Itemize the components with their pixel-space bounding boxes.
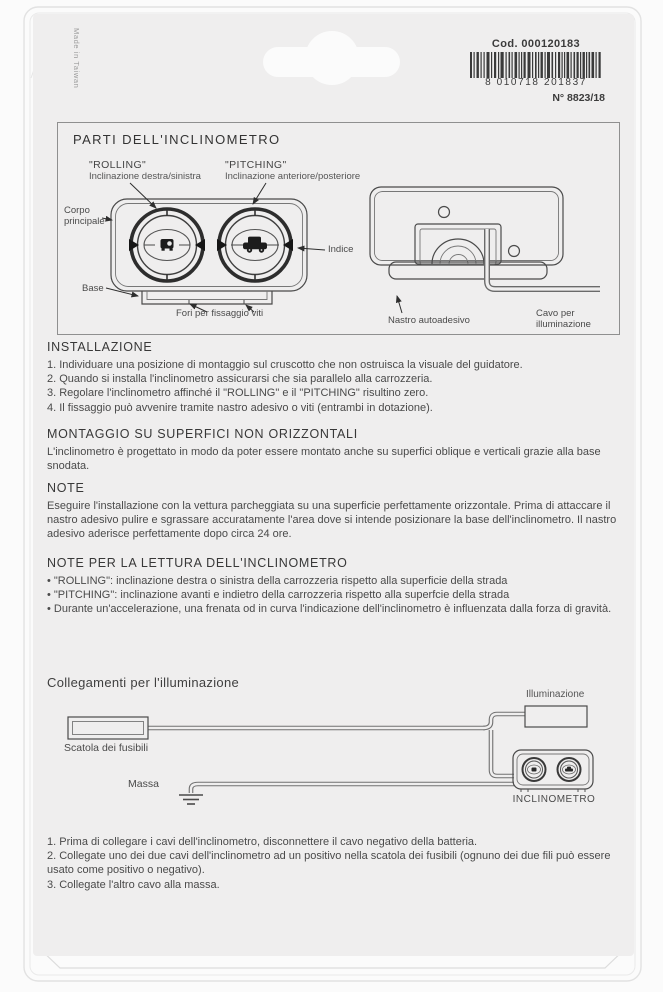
section-title: NOTE [47, 481, 85, 495]
section-body: L'inclinometro è progettato in modo da poter essere montato anche su superfici oblique e verticali grazie alla base snodata. [47, 446, 601, 473]
list-item: • Durante un'accelerazione, una frenata od in curva l'indicazione dell'inclinometro è influenzata dalla forza di gravità. [47, 603, 612, 616]
car-side-icon [243, 237, 267, 253]
section-title: INSTALLAZIONE [47, 340, 153, 354]
car-rear-icon [161, 239, 174, 251]
illumination-cable [487, 229, 600, 289]
section-lettura [47, 556, 621, 617]
pitching-dial [217, 209, 293, 281]
section-title: MONTAGGIO SU SUPERFICI NON ORIZZONTALI [47, 427, 358, 441]
car-side-icon-small [565, 767, 573, 772]
front-view-device [111, 199, 307, 304]
inclinometro-label: INCLINOMETRO [512, 794, 596, 805]
parts-diagram [58, 123, 619, 334]
wire-ground [191, 784, 514, 793]
fuse-box-label: Scatola dei fusibili [64, 742, 149, 754]
product-code: Cod. 000120183 [491, 38, 581, 50]
parts-box-title: PARTI DELL'INCLINOMETRO [73, 132, 281, 147]
part-number: N° 8823/18 [552, 92, 605, 104]
barcode [470, 52, 602, 78]
rolling-desc: Inclinazione destra/sinistra [89, 171, 201, 182]
list-item: 3. Regolare l'inclinometro affinché il "ROLLING" e il "PITCHING" risultino zero. [47, 387, 429, 400]
illuminazione-label: Illuminazione [526, 689, 585, 700]
section-installazione [47, 340, 621, 415]
step-item: 3. Collegate l'altro cavo alla massa. [47, 878, 220, 891]
list-item: • "ROLLING": inclinazione destra o sinistra della carrozzeria rispetto alla superficie della strada [47, 575, 508, 587]
step-item: 1. Prima di collegare i cavi dell'inclinometro, disconnettere il cavo negativo della batteria. [47, 836, 478, 848]
car-rear-icon-small [532, 768, 537, 772]
list-item: • "PITCHING": inclinazione avanti e indietro della carrozzeria rispetto alla superfcie della strada [47, 589, 510, 602]
hang-slot-circle [305, 31, 359, 85]
wire-illumination [483, 714, 525, 728]
pitching-label: "PITCHING" [225, 159, 287, 171]
connection-steps [47, 835, 624, 892]
section-title: NOTE PER LA LETTURA DELL'INCLINOMETRO [47, 556, 348, 570]
made-in-label: Made in Taiwan [72, 28, 81, 89]
section-montaggio [47, 427, 621, 473]
list-item: 2. Quando si installa l'inclinometro assicurarsi che sia parallelo alla carrozzeria. [47, 373, 433, 386]
illumination-connector [525, 706, 587, 727]
base-label: Base [82, 283, 104, 294]
swivel-base [142, 291, 272, 304]
back-view-device [370, 187, 600, 289]
list-item: 1. Individuare una posizione di montaggio sul cruscotto che non ostruisca la visuale del guidatore. [47, 359, 523, 371]
barcode-digits: 8 010718 201837 [485, 77, 587, 88]
nastro-label: Nastro autoadesivo [388, 315, 470, 326]
section-body: Eseguire l'installazione con la vettura parcheggiata su una superficie perfettamente orizzontale. Prima di attaccare il nastro adesivo pulire e sgrassare accuratamente l'area dove si intende posizionare la base dell'inclinometro. Il nastro adesivo aderisce perfettamente dopo circa 24 ore. [47, 500, 617, 541]
wiring-diagram [40, 688, 630, 822]
wiring-title: Collegamenti per l'illuminazione [47, 675, 240, 690]
rolling-label: "ROLLING" [89, 159, 147, 171]
section-note [47, 481, 621, 542]
step-item: 2. Collegate uno dei due cavi dell'inclinometro ad un positivo nella scatola dei fusibili (ognuno dei due fili può essere usato come positivo o negativo). [47, 850, 611, 877]
massa-label: Massa [128, 778, 159, 790]
fori-label: Fori per fissaggio viti [176, 308, 264, 319]
wire-down [491, 730, 514, 776]
pitching-desc: Inclinazione anteriore/posteriore [225, 171, 361, 182]
corpo-label: Corpo principale [64, 205, 105, 227]
parts-box [57, 122, 620, 335]
cavo-label: Cavo per illuminazione [536, 308, 591, 330]
ground-symbol [179, 795, 203, 804]
fuse-box [68, 717, 148, 739]
rolling-dial [129, 209, 205, 281]
list-item: 4. Il fissaggio può avvenire tramite nastro adesivo o viti (entrambi in dotazione). [47, 401, 433, 414]
inclinometer-unit [513, 750, 593, 792]
indice-label: Indice [328, 244, 354, 255]
